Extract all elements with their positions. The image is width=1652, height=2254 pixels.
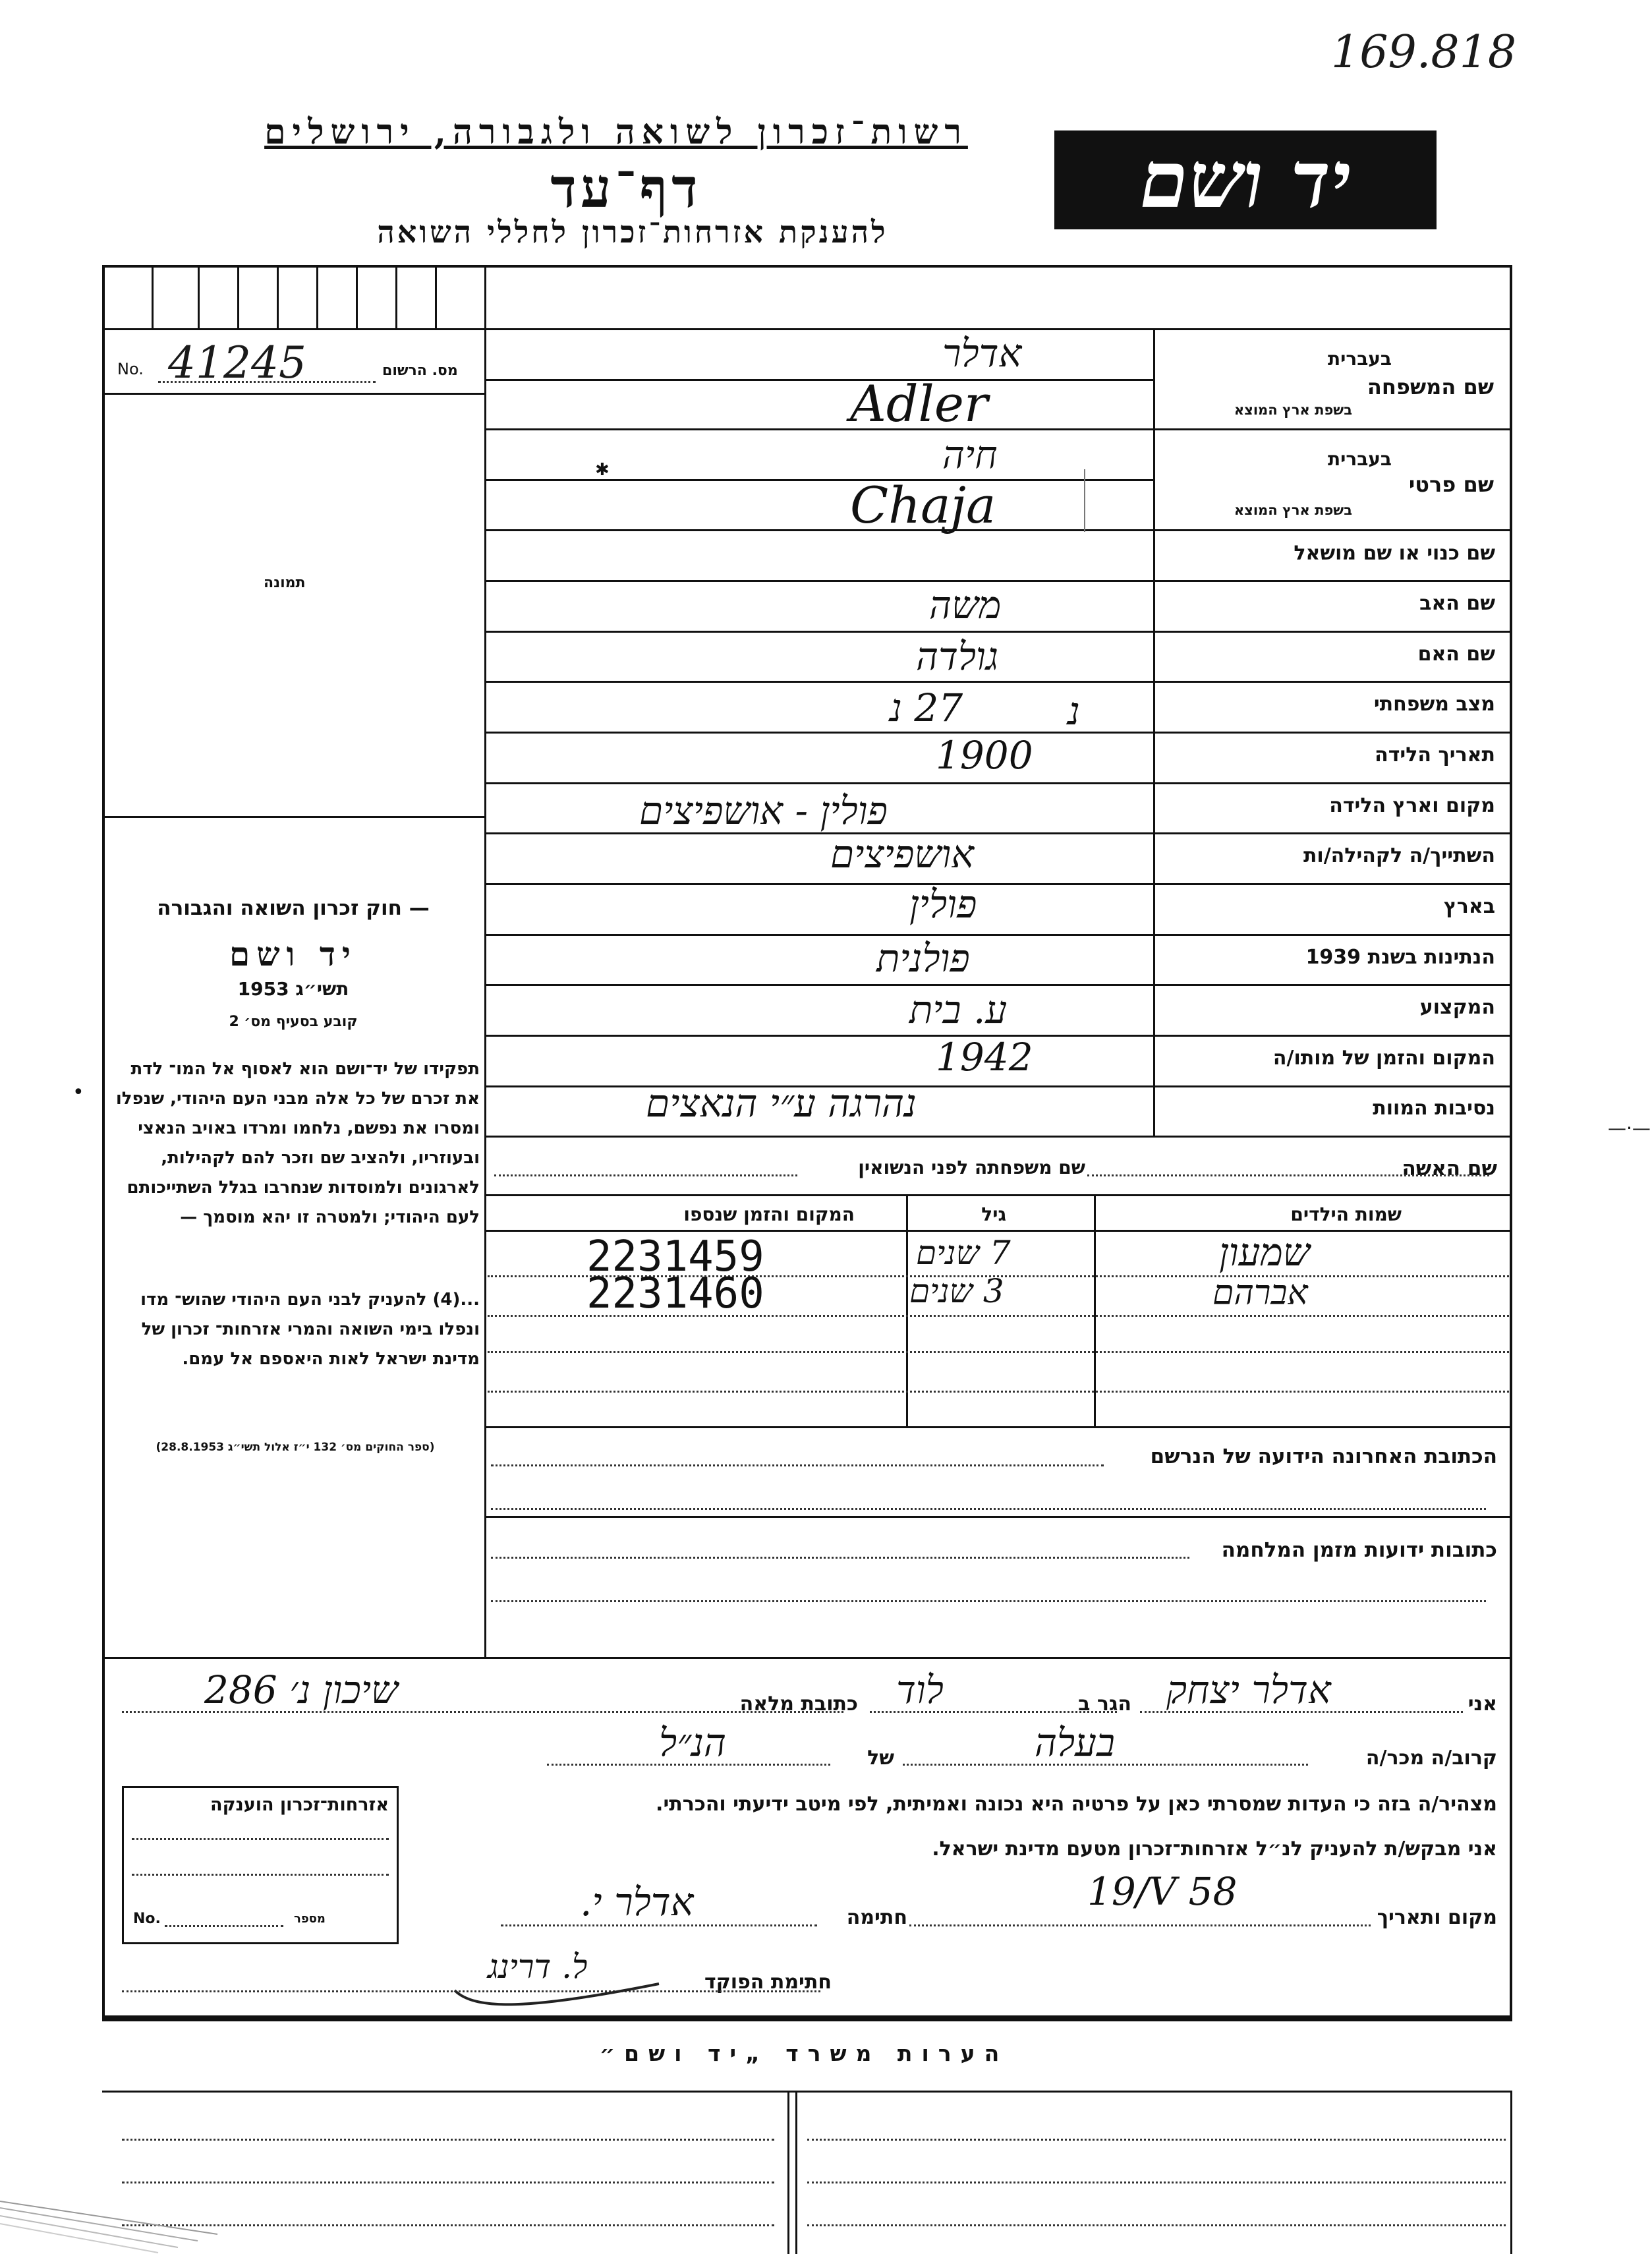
child-1-name: שמעון: [1219, 1230, 1310, 1275]
country-value: פולין: [909, 882, 977, 927]
citizenship-box: [122, 1786, 399, 1944]
death-circumstances-value: נהרגה ע״י הנאצים: [646, 1081, 917, 1126]
father-name-label: שם האב: [1419, 592, 1495, 615]
citizenship-title: אזרחות־זכרון הוענקה: [210, 1795, 389, 1815]
last-address-label: הכתובת האחרונה הידועה של הנרשם: [1150, 1445, 1497, 1468]
birth-place-label: מקום וארץ הלידה: [1329, 794, 1495, 817]
scan-edge-artifact: [0, 2195, 224, 2254]
family-name-hebrew: אדלר: [942, 331, 1022, 376]
of-label: של: [867, 1747, 894, 1770]
first-name-hebrew: חיה: [942, 432, 998, 477]
citizenship-no-label: No.: [133, 1911, 161, 1927]
family-name-label: שם המשפחה: [1367, 374, 1494, 399]
child-2-place: 2231460: [586, 1269, 764, 1318]
mother-name-label: שם האם: [1417, 643, 1495, 666]
child-1-age: 7 שנים: [916, 1234, 1011, 1272]
first-name-hebrew-label: בעברית: [1327, 448, 1392, 470]
law-paragraph-1: תפקידו של יד־ושם הוא לאסוף אל המו־ לדת את זכרם של כל אלה מבני העם היהודי, שנפלו ומסרו את נפשם, נלחמו ומרדו באויב הנאצי ובעוזריו, ולהציב שם וזכר להם לקהילות, לארגונים ולמוסדות שנחרבו בגלל השתייכותם לעם היהודי; ולמטרה זו יהא מוסמך —: [115, 1059, 480, 1227]
margin-mark: •: [72, 1081, 84, 1104]
wife-maiden-label: שם משפחתה לפני הנשואין: [858, 1157, 1085, 1178]
law-name: יד ושם: [229, 935, 357, 973]
full-address: שיכון נ׳ 286: [204, 1667, 399, 1712]
first-name-origin-label: בשפת ארץ המוצא: [1234, 502, 1352, 518]
archive-number: 169.818: [1331, 26, 1517, 78]
law-year: תשי״ג 1953: [237, 978, 349, 1000]
place-date-value: 19/V 58: [1087, 1869, 1238, 1914]
full-address-label: כתובת מלאה: [739, 1692, 858, 1716]
nationality-label: הנתינות בשנת 1939: [1305, 946, 1495, 969]
law-paragraph-2: ...(4) להעניק לבני העם היהודי שהוש־ מדו ונפלו בימי השואה והמרי אזרחות־ זכרון של מדינת ישראל לאות היאספם אל עמם.: [140, 1290, 480, 1369]
statement-request: אני מבקש/ת להעניק לנ״ל אזרחות־זכרון מטעם מדינת ישראל.: [932, 1837, 1497, 1861]
registration-value: 41245: [168, 337, 306, 388]
declarant-name: אדלר יצחק: [1166, 1667, 1331, 1712]
law-title: — חוק זכרון השואה והגבורה: [157, 896, 430, 920]
death-time-value: 1942: [936, 1035, 1033, 1080]
birth-date-year: 1900: [936, 733, 1033, 778]
logo: [1054, 130, 1437, 229]
nickname-label: שם כנוי או שם מושאל: [1294, 542, 1495, 565]
family-name-origin-label: בשפת ארץ המוצא: [1234, 402, 1352, 418]
signature-value: אדלר י.: [580, 1880, 694, 1924]
first-name-label: שם פרטי: [1408, 472, 1494, 497]
relation-value: בעלה: [1035, 1720, 1115, 1765]
death-time-label: המקום והזמן של מותו/ה: [1272, 1047, 1495, 1070]
resident-city: לוד: [896, 1667, 944, 1712]
birth-place-value: פולין - אושפיצים: [639, 788, 888, 833]
office-notes-title: הערות משרד „יד ושם״: [599, 2040, 1009, 2066]
marital-status-label: מצב משפחתי: [1373, 693, 1495, 716]
authority-heading: רשות־זכרון לשואה ולגבורה, ירושלים: [264, 112, 968, 152]
law-section: קובע בסעיף מס׳ 2: [229, 1014, 358, 1030]
signature-label: חתימה: [846, 1906, 907, 1929]
child-2-age: 3 שנים: [909, 1272, 1004, 1310]
relation-label: קרוב/ה מכר/ה: [1365, 1747, 1497, 1770]
form-subtitle: להענקת אזרחות־זכרון לחללי השואה: [377, 214, 888, 250]
family-name-hebrew-label: בעברית: [1327, 348, 1392, 370]
law-citation: (ספר החוקים מס׳ 132 י״ז אלול תשי״ג 28.8.1953): [156, 1441, 435, 1454]
officer-signature: ל. דרינג: [488, 1948, 588, 1986]
death-circumstances-label: נסיבות המוות: [1373, 1097, 1495, 1120]
country-label: בארץ: [1443, 895, 1495, 918]
resident-label: הגר ב: [1078, 1692, 1131, 1716]
birth-date-label: תאריך הלידה: [1375, 743, 1495, 766]
occupation-label: המקצוע: [1419, 996, 1495, 1019]
declarant-i-label: אני: [1467, 1692, 1497, 1716]
statement-truth: מצהיר/ה בזה כי העדות שמסרתי כאן על פרטיה היא נכונה ואמיתית, לפי מיטב ידיעתי והכרתי.: [656, 1793, 1497, 1816]
logo-text: יד ושם: [1139, 134, 1352, 225]
officer-signature-stroke: [448, 1971, 672, 2010]
wife-name-label: שם האשה: [1402, 1157, 1497, 1180]
mother-name-value: גולדה: [916, 634, 999, 679]
officer-signature-label: חתימת הפוקד: [704, 1971, 832, 1994]
children-place-header: המקום והזמן שנספו: [683, 1203, 855, 1225]
registration-no-label: No.: [117, 360, 144, 378]
birth-date-line1: 27 נ: [890, 685, 963, 730]
citizenship-number-label: מספר: [294, 1912, 326, 1926]
nationality-value: פולנית: [876, 936, 970, 981]
marital-status-value: נ: [1068, 689, 1080, 734]
form-title: דף־עד: [550, 157, 702, 220]
first-name-latin: Chaja: [850, 476, 996, 535]
family-name-latin: Adler: [850, 374, 988, 433]
father-name-value: משה: [929, 583, 1002, 627]
occupation-value: ע. בית: [909, 987, 1008, 1032]
community-label: השתייך/ה לקהילה/ות: [1303, 844, 1495, 867]
children-age-header: גיל: [981, 1203, 1006, 1225]
photo-label: תמונה: [264, 575, 306, 591]
community-value: אושפיצים: [830, 832, 975, 877]
war-address-label: כתובות ידועות מזמן המלחמה: [1221, 1538, 1497, 1562]
frame-top-divider: [102, 328, 1512, 330]
of-value: הנ״ל: [659, 1720, 727, 1765]
children-names-header: שמות הילדים: [1290, 1203, 1402, 1225]
registration-label: מס. הרשום: [382, 362, 458, 379]
child-1-place: 2231459: [586, 1232, 764, 1281]
place-date-label: מקום ותאריך: [1377, 1906, 1497, 1929]
child-2-name: אברהם: [1212, 1273, 1308, 1313]
